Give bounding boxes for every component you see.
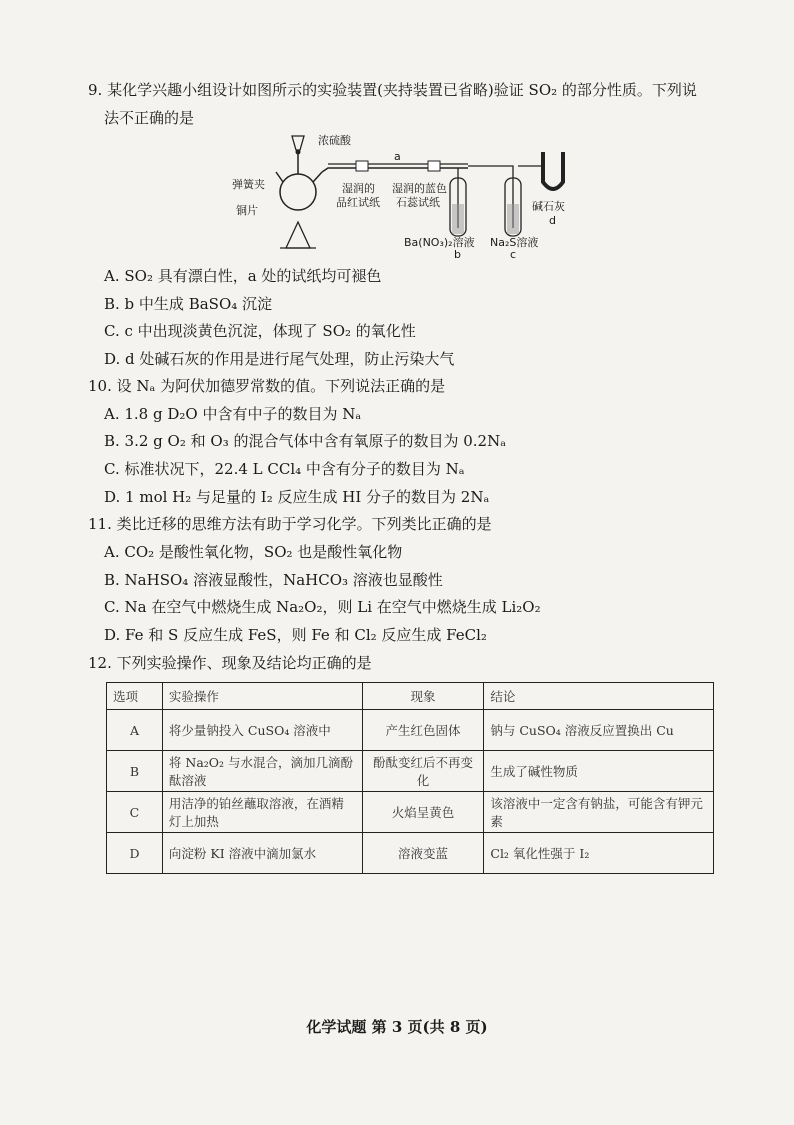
cell-phenomenon: 火焰呈黄色 — [362, 792, 484, 833]
label-paper1-l1: 湿润的 — [342, 182, 375, 195]
cell-operation: 向淀粉 KI 溶液中滴加氯水 — [162, 833, 362, 874]
cell-operation: 用洁净的铂丝蘸取溶液，在酒精灯上加热 — [162, 792, 362, 833]
q9-stem-line1: 9. 某化学兴趣小组设计如图所示的实验装置(夹持装置已省略)验证 SO₂ 的部分性质。下列说 — [88, 81, 697, 99]
cell-phenomenon: 溶液变蓝 — [362, 833, 484, 874]
q12-stem: 12. 下列实验操作、现象及结论均正确的是 — [88, 654, 372, 672]
q10-option-c: C. 标准状况下，22.4 L CCl₄ 中含有分子的数目为 Nₐ — [104, 460, 465, 478]
label-c-solution: Na₂S溶液 — [490, 236, 539, 249]
header-conclusion: 结论 — [484, 683, 714, 710]
cell-conclusion: 钠与 CuSO₄ 溶液反应置换出 Cu — [484, 710, 714, 751]
q11-option-b: B. NaHSO₄ 溶液显酸性，NaHCO₃ 溶液也显酸性 — [104, 571, 443, 589]
cell-option: A — [107, 710, 163, 751]
u-tube-d — [543, 152, 563, 189]
q10-option-b: B. 3.2 g O₂ 和 O₃ 的混合气体中含有氧原子的数目为 0.2Nₐ — [104, 432, 507, 450]
cell-conclusion: 该溶液中一定含有钠盐，可能含有钾元素 — [484, 792, 714, 833]
table-row — [107, 833, 714, 874]
label-soda-lime: 碱石灰 — [532, 200, 565, 213]
q9-option-c: C. c 中出现淡黄色沉淀，体现了 SO₂ 的氧化性 — [104, 322, 416, 340]
apparatus-diagram — [228, 130, 588, 260]
q10-stem: 10. 设 Nₐ 为阿伏加德罗常数的值。下列说法正确的是 — [88, 377, 446, 395]
q11-option-d: D. Fe 和 S 反应生成 FeS，则 Fe 和 Cl₂ 反应生成 FeCl₂ — [104, 626, 487, 644]
cell-option: C — [107, 792, 163, 833]
cell-phenomenon: 酚酞变红后不再变化 — [362, 751, 484, 792]
table-header-row — [107, 683, 714, 710]
label-paper2-l1: 湿润的蓝色 — [392, 182, 447, 195]
q11-option-c: C. Na 在空气中燃烧生成 Na₂O₂，则 Li 在空气中燃烧生成 Li₂O₂ — [104, 598, 541, 616]
header-operation: 实验操作 — [162, 683, 362, 710]
cell-conclusion: 生成了碱性物质 — [484, 751, 714, 792]
q9-option-d: D. d 处碱石灰的作用是进行尾气处理，防止污染大气 — [104, 350, 455, 368]
label-b: b — [454, 248, 461, 260]
header-phenomenon: 现象 — [362, 683, 484, 710]
table-row — [107, 792, 714, 833]
cell-operation: 将少量钠投入 CuSO₄ 溶液中 — [162, 710, 362, 751]
cell-operation: 将 Na₂O₂ 与水混合，滴加几滴酚酞溶液 — [162, 751, 362, 792]
page-footer: 化学试题 第 3 页(共 8 页) — [306, 1018, 488, 1036]
label-d: d — [549, 214, 556, 227]
label-paper2-l2: 石蕊试纸 — [396, 196, 440, 209]
label-b-solution: Ba(NO₃)₂溶液 — [404, 236, 475, 249]
q9-option-a: A. SO₂ 具有漂白性，a 处的试纸均可褪色 — [104, 267, 382, 285]
q10-option-d: D. 1 mol H₂ 与足量的 I₂ 反应生成 HI 分子的数目为 2Nₐ — [104, 488, 490, 506]
cell-option: D — [107, 833, 163, 874]
label-c: c — [510, 248, 517, 260]
q11-stem: 11. 类比迁移的思维方法有助于学习化学。下列类比正确的是 — [88, 515, 492, 533]
label-acid: 浓硫酸 — [318, 134, 351, 147]
q10-option-a: A. 1.8 g D₂O 中含有中子的数目为 Nₐ — [104, 405, 362, 423]
experiment-table — [106, 682, 714, 874]
label-a: a — [394, 150, 401, 163]
q9-stem-line2: 法不正确的是 — [104, 109, 195, 127]
table-row — [107, 751, 714, 792]
cell-conclusion: Cl₂ 氧化性强于 I₂ — [484, 833, 714, 874]
label-copper: 铜片 — [236, 204, 258, 217]
header-option: 选项 — [107, 683, 163, 710]
label-paper1-l2: 品红试纸 — [336, 196, 380, 209]
q9-option-b: B. b 中生成 BaSO₄ 沉淀 — [104, 295, 273, 313]
alcohol-lamp — [286, 222, 310, 248]
flask — [280, 174, 316, 210]
label-clip: 弹簧夹 — [232, 178, 265, 191]
cell-phenomenon: 产生红色固体 — [362, 710, 484, 751]
dropping-funnel — [292, 136, 304, 150]
q11-option-a: A. CO₂ 是酸性氧化物，SO₂ 也是酸性氧化物 — [104, 543, 403, 561]
cell-option: B — [107, 751, 163, 792]
table-row — [107, 710, 714, 751]
